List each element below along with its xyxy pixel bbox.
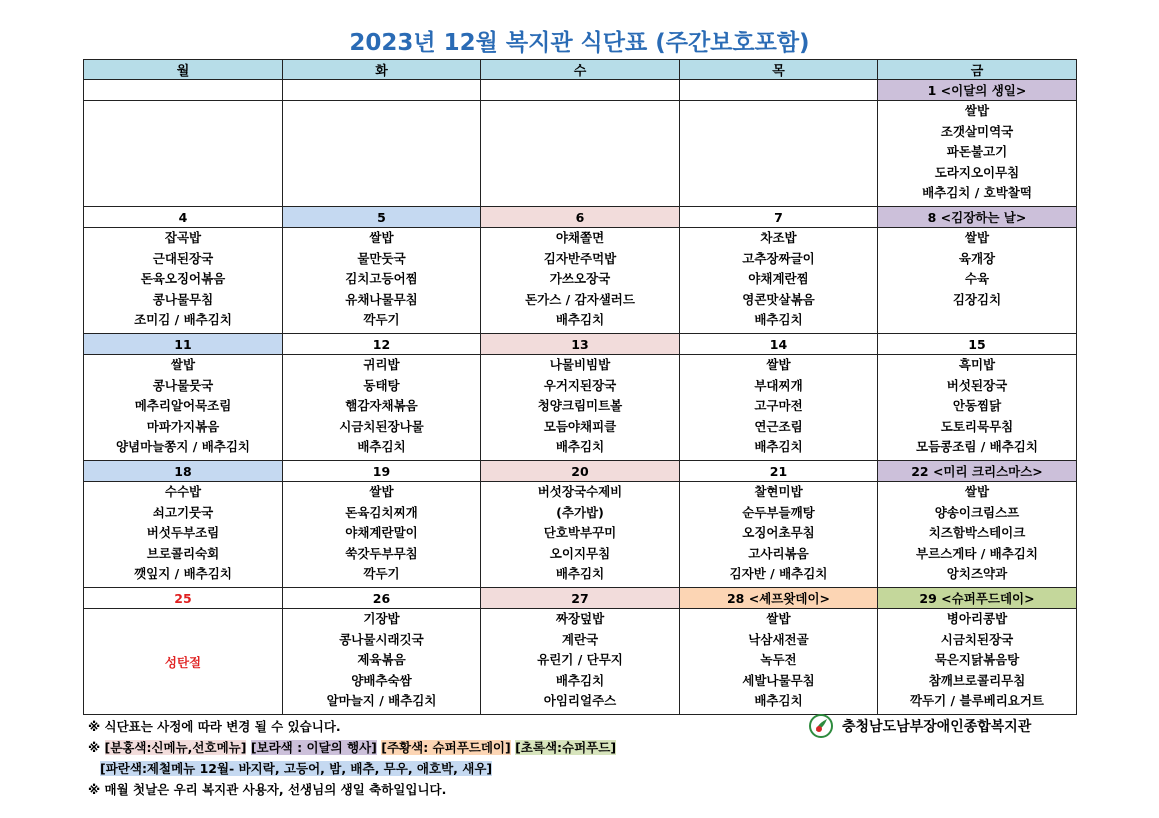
holiday-cell: 성탄절 (84, 609, 283, 715)
menu-item: 유채나물무침 (345, 291, 418, 307)
menu-item: 연근조림 (754, 418, 803, 434)
menu-item: 부대찌개 (754, 377, 803, 393)
menu-item: 우거지된장국 (543, 377, 617, 393)
weekday-tue: 화 (283, 60, 481, 80)
date-cell-fri: 8 <김장하는 날> (878, 207, 1077, 228)
menu-item: 양배추숙쌈 (351, 672, 412, 688)
date-cell-fri: 22 <미리 크리스마스> (878, 461, 1077, 482)
menu-item: 제육볶음 (357, 652, 406, 668)
menu-item: 유린기 / 단무지 (537, 652, 623, 668)
date-cell-wed: 6 (481, 207, 680, 228)
menu-item: 찰현미밥 (754, 484, 803, 499)
menu-cell-fri (878, 101, 1077, 207)
menu-item: 배추김치 (357, 439, 406, 455)
menu-cell-wed (481, 609, 680, 715)
weekday-thu: 목 (680, 60, 878, 80)
menu-item: 물만둣국 (357, 250, 406, 266)
menu-item: 참깨브로콜리무침 (928, 672, 1026, 688)
menu-item: 영콘맛살볶음 (742, 291, 815, 307)
menu-item: 버섯두부조림 (146, 525, 220, 541)
menu-item: 쌀밥 (964, 484, 990, 499)
organization (808, 713, 1031, 739)
menu-cell-mon (84, 482, 283, 588)
menu-item: 돈육오징어볶음 (140, 271, 226, 287)
menu-cell-mon (84, 355, 283, 461)
menu-item: 시금치된장국 (940, 631, 1014, 647)
menu-item: 앙치즈약과 (946, 566, 1008, 582)
date-cell-wed: 20 (481, 461, 680, 482)
menu-cell-wed (481, 355, 680, 461)
menu-item: 단호박부꾸미 (543, 525, 617, 541)
weekday-header-row (84, 60, 1077, 80)
menu-item: 조갯살미역국 (940, 123, 1014, 139)
date-cell-fri: 1 <이달의 생일> (878, 80, 1077, 101)
menu-item: 오이지무침 (549, 545, 611, 561)
date-row (84, 80, 1077, 101)
note-birthday: ※ 매월 첫날은 우리 복지관 사용자, 선생님의 생일 축하일입니다. (88, 782, 447, 797)
menu-item: 김자반 / 배추김치 (729, 566, 828, 582)
menu-item: 콩나물무침 (152, 291, 214, 307)
menu-item: 쌀밥 (369, 230, 394, 245)
date-cell-fri: 15 (878, 334, 1077, 355)
menu-item: 브로콜리숙회 (146, 545, 220, 561)
menu-item: 계란국 (561, 631, 599, 647)
menu-item: 병아리콩밥 (946, 611, 1008, 626)
date-cell-mon: 18 (84, 461, 283, 482)
date-cell-thu (680, 80, 878, 101)
menu-item: 쌀밥 (964, 230, 990, 245)
menu-item: 치즈함박스테이크 (928, 525, 1026, 541)
menu-item: 순두부들깨탕 (742, 504, 815, 520)
menu-item: 햄감자채볶음 (345, 398, 418, 414)
menu-cell-mon (84, 228, 283, 334)
legend-blue: [파란색:제철메뉴 12월- 바지락, 고등어, 밤, 배추, 무우, 애호박, 새우] (100, 761, 493, 776)
menu-cell-thu (680, 228, 878, 334)
menu-item: 고사리볶음 (748, 545, 809, 561)
date-cell-thu: 14 (680, 334, 878, 355)
menu-item: 동태탕 (363, 377, 400, 393)
date-cell-wed: 13 (481, 334, 680, 355)
menu-item: 육개장 (958, 250, 996, 266)
menu-item: 쑥갓두부무침 (345, 545, 418, 561)
menu-row (84, 355, 1077, 461)
menu-item: 가쓰오장국 (549, 271, 611, 287)
menu-item: 부르스게타 / 배추김치 (916, 545, 1038, 561)
menu-item: 쌀밥 (170, 357, 196, 372)
menu-item: 조미김 / 배추김치 (134, 312, 232, 328)
menu-item: 도라지오이무침 (934, 164, 1020, 180)
menu-item: 김장김치 (952, 291, 1002, 307)
menu-item: 청양크림미트볼 (537, 398, 623, 414)
menu-item: 배추김치 (555, 312, 605, 328)
menu-cell-wed (481, 228, 680, 334)
date-cell-tue: 26 (283, 588, 481, 609)
menu-item: 쌀밥 (766, 611, 791, 626)
menu-cell-tue (283, 609, 481, 715)
date-cell-tue: 19 (283, 461, 481, 482)
menu-item: 양념마늘쫑지 / 배추김치 (115, 439, 251, 455)
menu-cell-thu (680, 482, 878, 588)
date-row (84, 461, 1077, 482)
date-cell-mon (84, 80, 283, 101)
menu-item: 배추김치 / 호박찰떡 (922, 185, 1032, 201)
menu-item: 깍두기 / 블루베리요거트 (909, 693, 1045, 709)
menu-row (84, 101, 1077, 207)
menu-cell-fri (878, 228, 1077, 334)
date-row (84, 588, 1077, 609)
legend-orange: [주황색: 슈퍼푸드데이] (381, 740, 511, 755)
date-cell-wed (481, 80, 680, 101)
menu-item: 김치고등어찜 (345, 271, 418, 287)
menu-item: 흑미밥 (958, 357, 996, 372)
menu-item: 배추김치 (555, 566, 605, 582)
menu-item: 세발나물무침 (742, 672, 815, 688)
menu-row (84, 609, 1077, 715)
menu-item: 야채계란찜 (748, 271, 809, 287)
menu-item: 오징어초무침 (742, 525, 815, 541)
menu-item: 깍두기 (363, 312, 400, 328)
menu-item: 야채계란말이 (345, 525, 418, 541)
menu-item: 콩나물시래깃국 (339, 631, 424, 647)
menu-cell-tue (283, 228, 481, 334)
menu-cell-tue (283, 355, 481, 461)
menu-item: 메추리알어묵조림 (134, 398, 232, 414)
menu-item: 수육 (964, 271, 990, 287)
menu-item: 파돈불고기 (946, 144, 1008, 160)
menu-item: 짜장덮밥 (555, 611, 605, 626)
menu-cell-wed (481, 101, 680, 207)
menu-item: 돈육김치찌개 (345, 504, 418, 520)
menu-table (83, 59, 1077, 715)
menu-item: 알마늘지 / 배추김치 (326, 693, 437, 709)
menu-item: 도토리묵무침 (940, 418, 1014, 434)
menu-item: 김자반주먹밥 (543, 250, 617, 266)
menu-item: 배추김치 (754, 439, 803, 455)
menu-item: (추가밥) (556, 504, 604, 520)
date-cell-thu: 28 <셰프왓데이> (680, 588, 878, 609)
menu-item: 잡곡밥 (164, 230, 202, 245)
date-cell-thu: 7 (680, 207, 878, 228)
weekday-fri: 금 (878, 60, 1077, 80)
date-cell-mon: 4 (84, 207, 283, 228)
menu-item: 쇠고기뭇국 (152, 504, 214, 520)
menu-row (84, 482, 1077, 588)
menu-cell-thu (680, 355, 878, 461)
menu-item: 쌀밥 (964, 103, 990, 118)
menu-item: 쌀밥 (766, 357, 791, 372)
menu-item: 쌀밥 (369, 484, 394, 499)
menu-item: 깻잎지 / 배추김치 (134, 566, 232, 582)
menu-cell-thu (680, 609, 878, 715)
date-cell-mon: 25 (84, 588, 283, 609)
notes (88, 716, 616, 800)
date-cell-tue (283, 80, 481, 101)
date-cell-wed: 27 (481, 588, 680, 609)
menu-cell-tue (283, 101, 481, 207)
menu-item: 양송이크림스프 (934, 504, 1020, 520)
menu-item: 낙삼새전골 (748, 631, 809, 647)
menu-cell-wed (481, 482, 680, 588)
date-row (84, 207, 1077, 228)
menu-item: 버섯된장국 (946, 377, 1008, 393)
date-cell-mon: 11 (84, 334, 283, 355)
menu-cell-fri (878, 609, 1077, 715)
page-title: 2023년 12월 복지관 식단표 (주간보호포함) (349, 30, 810, 56)
legend-pink: [분홍색:신메뉴,선호메뉴] (104, 740, 247, 755)
menu-item: 녹두전 (760, 652, 797, 668)
organization-logo-icon (808, 713, 834, 739)
menu-cell-tue (283, 482, 481, 588)
date-cell-fri: 29 <슈퍼푸드데이> (878, 588, 1077, 609)
menu-cell-mon (84, 101, 283, 207)
organization-name: 충청남도남부장애인종합복지관 (842, 719, 1032, 735)
legend-green: [초록색:슈퍼푸드] (515, 740, 617, 755)
menu-item: 콩나물뭇국 (152, 377, 214, 393)
menu-row (84, 228, 1077, 334)
weekday-mon: 월 (84, 60, 283, 80)
menu-item: 고구마전 (754, 398, 803, 414)
menu-item: 배추김치 (754, 312, 803, 328)
menu-item: 모듬콩조림 / 배추김치 (916, 439, 1038, 455)
date-row (84, 334, 1077, 355)
date-cell-thu: 21 (680, 461, 878, 482)
menu-item: 배추김치 (555, 439, 605, 455)
menu-item: 마파가지볶음 (146, 418, 220, 434)
date-cell-tue: 12 (283, 334, 481, 355)
menu-item: 야채쫄면 (555, 230, 605, 245)
menu-item: 차조밥 (760, 230, 797, 245)
note-change: ※ 식단표는 사정에 따라 변경 될 수 있습니다. (88, 719, 341, 734)
menu-item: 깍두기 (363, 566, 400, 582)
menu-item: 돈가스 / 감자샐러드 (525, 291, 635, 307)
menu-item: 묵은지닭볶음탕 (934, 652, 1020, 668)
menu-cell-fri (878, 482, 1077, 588)
menu-cell-thu (680, 101, 878, 207)
menu-cell-fri (878, 355, 1077, 461)
menu-item: 근대된장국 (152, 250, 214, 266)
note-legend: ※ [분홍색:신메뉴,선호메뉴] [보라색 : 이달의 행사] [주황색: 슈퍼푸드데이] [초록색:슈퍼푸드] (88, 740, 617, 755)
legend-purple: [보라색 : 이달의 행사] (250, 740, 377, 755)
menu-item: 시금치된장나물 (339, 418, 424, 434)
note-season (88, 758, 616, 779)
menu-item: 모듬야채피클 (543, 418, 617, 434)
menu-item: 배추김치 (555, 672, 605, 688)
menu-item: 기장밥 (363, 611, 400, 626)
menu-item: 배추김치 (754, 693, 803, 709)
menu-item: 나물비빔밥 (549, 357, 611, 372)
date-cell-tue: 5 (283, 207, 481, 228)
menu-item: 아임리얼주스 (543, 693, 617, 709)
menu-item: 버섯장국수제비 (537, 484, 623, 499)
menu-item: 고추장짜글이 (742, 250, 815, 266)
weekday-wed: 수 (481, 60, 680, 80)
menu-item: 안동찜닭 (952, 398, 1002, 414)
menu-item: 수수밥 (164, 484, 202, 499)
menu-item: 귀리밥 (363, 357, 400, 372)
